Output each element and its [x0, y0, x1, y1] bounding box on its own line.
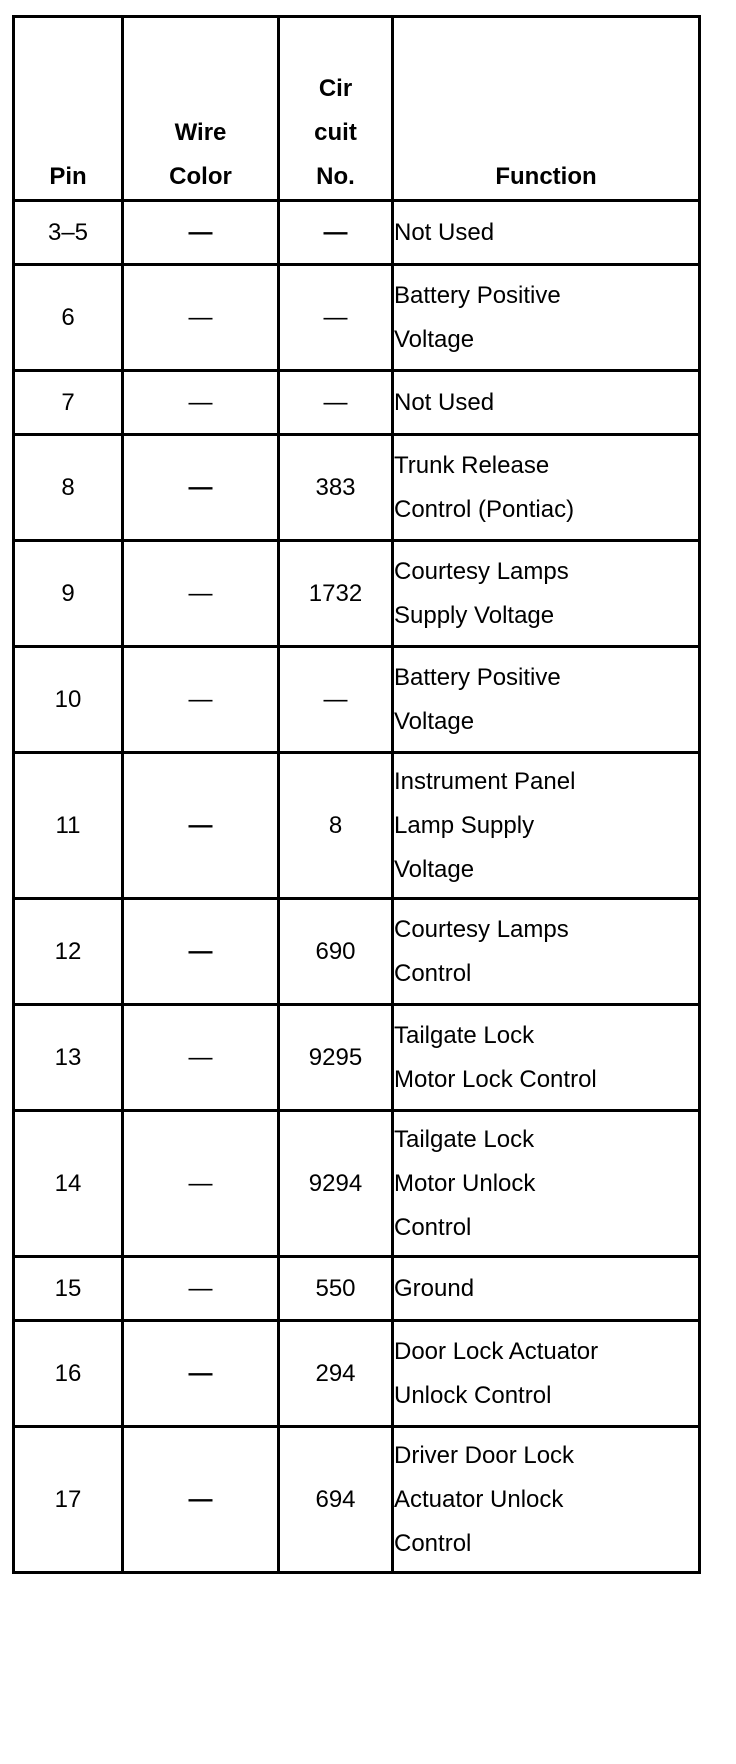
wire-color-cell: — [123, 1005, 279, 1111]
circuit-no-cell: 550 [279, 1257, 393, 1321]
function-line: Not Used [394, 218, 495, 246]
circuit-no-cell: 294 [279, 1321, 393, 1427]
pin-cell: 16 [14, 1321, 123, 1427]
header-row [14, 17, 700, 201]
pin-cell: 13 [14, 1005, 123, 1111]
function-line: Battery Positive [394, 281, 561, 309]
function-cell [393, 265, 700, 371]
function-cell [393, 1005, 700, 1111]
function-line: Driver Door Lock [394, 1441, 575, 1469]
circuit-no-cell: — [279, 371, 393, 435]
pin-cell: 7 [14, 371, 123, 435]
function-line: Motor Unlock [394, 1169, 536, 1197]
function-cell [393, 1257, 700, 1321]
table-row [14, 265, 700, 371]
function-line: Motor Lock Control [394, 1065, 597, 1093]
function-line: Instrument Panel [394, 767, 576, 795]
function-line: Trunk Release [394, 451, 550, 479]
function-line: Supply Voltage [394, 601, 555, 629]
pin-cell: 10 [14, 647, 123, 753]
table-row [14, 201, 700, 265]
function-cell [393, 1427, 700, 1573]
wire-color-cell: — [123, 371, 279, 435]
function-cell [393, 1111, 700, 1257]
header-function: Function [393, 17, 700, 201]
wire-color-cell: — [123, 1427, 279, 1573]
table-row [14, 435, 700, 541]
table-row [14, 899, 700, 1005]
pin-cell: 12 [14, 899, 123, 1005]
table-row [14, 1321, 700, 1427]
wire-color-cell: — [123, 265, 279, 371]
function-line: Tailgate Lock [394, 1021, 535, 1049]
function-cell [393, 371, 700, 435]
table-row [14, 371, 700, 435]
function-line: Door Lock Actuator [394, 1337, 599, 1365]
function-line: Voltage [394, 325, 475, 353]
circuit-no-cell: 9295 [279, 1005, 393, 1111]
table-row [14, 1005, 700, 1111]
wire-color-cell: — [123, 1257, 279, 1321]
circuit-no-cell: 694 [279, 1427, 393, 1573]
function-line: Actuator Unlock [394, 1485, 564, 1513]
pin-cell: 6 [14, 265, 123, 371]
function-line: Tailgate Lock [394, 1125, 535, 1153]
circuit-no-cell: 690 [279, 899, 393, 1005]
circuit-no-cell: 8 [279, 753, 393, 899]
circuit-no-cell: 1732 [279, 541, 393, 647]
pin-cell: 17 [14, 1427, 123, 1573]
table-row [14, 753, 700, 899]
header-wire-color: Wire Color [123, 17, 279, 201]
function-line: Courtesy Lamps [394, 915, 569, 943]
wire-color-cell: — [123, 435, 279, 541]
function-cell [393, 899, 700, 1005]
function-line: Battery Positive [394, 663, 561, 691]
header-circuit-no: Cir cuit No. [279, 17, 393, 201]
function-line: Control [394, 1213, 472, 1241]
function-line: Ground [394, 1274, 475, 1302]
pin-cell: 15 [14, 1257, 123, 1321]
circuit-no-cell: — [279, 201, 393, 265]
header-pin: Pin [14, 17, 123, 201]
function-cell [393, 753, 700, 899]
table-row [14, 647, 700, 753]
function-line: Not Used [394, 388, 495, 416]
circuit-no-cell: 9294 [279, 1111, 393, 1257]
pin-cell: 3–5 [14, 201, 123, 265]
table-row [14, 1257, 700, 1321]
function-line: Unlock Control [394, 1381, 552, 1409]
circuit-no-cell: — [279, 265, 393, 371]
pin-cell: 8 [14, 435, 123, 541]
wire-color-cell: — [123, 541, 279, 647]
table-row [14, 541, 700, 647]
function-cell [393, 1321, 700, 1427]
function-line: Control (Pontiac) [394, 495, 575, 523]
function-line: Voltage [394, 707, 475, 735]
table-row [14, 1427, 700, 1573]
function-line: Courtesy Lamps [394, 557, 569, 585]
wire-color-cell: — [123, 1321, 279, 1427]
pin-cell: 11 [14, 753, 123, 899]
function-line: Lamp Supply [394, 811, 535, 839]
table-row [14, 1111, 700, 1257]
function-line: Voltage [394, 855, 475, 883]
table-header [14, 17, 700, 201]
pin-cell: 14 [14, 1111, 123, 1257]
function-cell [393, 541, 700, 647]
table-body [14, 201, 700, 1573]
wire-color-cell: — [123, 1111, 279, 1257]
circuit-no-cell: — [279, 647, 393, 753]
wire-color-cell: — [123, 899, 279, 1005]
function-line: Control [394, 1529, 472, 1557]
function-line: Control [394, 959, 472, 987]
function-cell [393, 201, 700, 265]
wire-color-cell: — [123, 753, 279, 899]
function-cell [393, 647, 700, 753]
wire-color-cell: — [123, 647, 279, 753]
pin-cell: 9 [14, 541, 123, 647]
circuit-no-cell: 383 [279, 435, 393, 541]
pinout-table [12, 15, 701, 1574]
function-cell [393, 435, 700, 541]
wire-color-cell: — [123, 201, 279, 265]
